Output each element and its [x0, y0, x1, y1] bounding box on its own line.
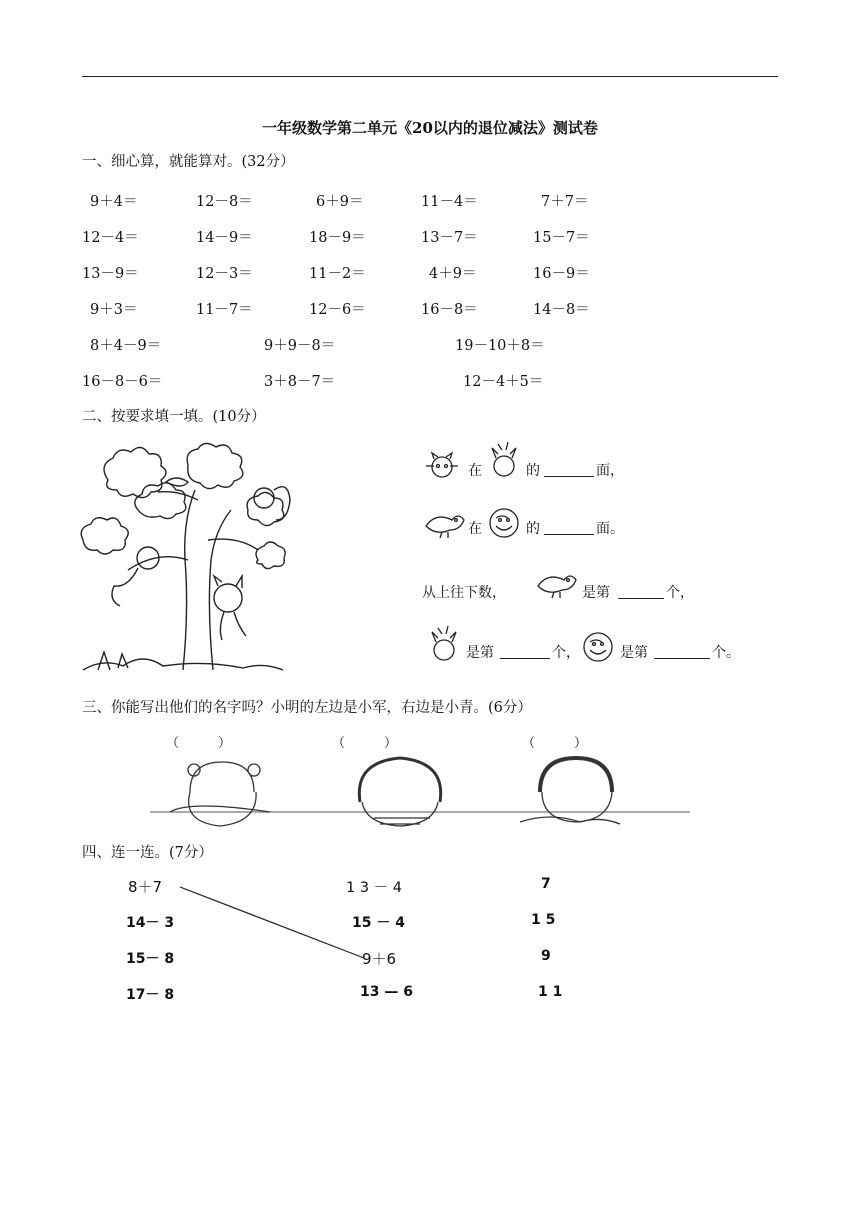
calc-item: 13－9＝ — [82, 266, 139, 282]
match-item-middle[interactable]: 9＋6 — [362, 950, 397, 968]
calc-item: 16－8＝ — [421, 302, 478, 318]
section-3-heading: 三、你能写出他们的名字吗？小明的左边是小军，右边是小青。(6分） — [82, 700, 532, 716]
calc-item: 11－2＝ — [309, 266, 366, 282]
calc-item: 15－7＝ — [533, 230, 590, 246]
calc-item: 6＋9＝ — [316, 194, 364, 210]
fill-line-1-text-b: 的 — [526, 463, 540, 479]
section-4-heading: 四、连一连。(7分） — [82, 845, 213, 861]
calc-item: 11－7＝ — [196, 302, 253, 318]
match-item-middle[interactable]: 15 － 4 — [352, 915, 405, 931]
calc-item: 19－10＋8＝ — [455, 338, 545, 354]
calc-item: 9＋3＝ — [90, 302, 138, 318]
match-item-left[interactable]: 14－ 3 — [126, 915, 175, 931]
match-item-right[interactable]: 7 — [541, 876, 551, 892]
fill-line-2-text-b: 的 — [526, 521, 540, 537]
match-item-left[interactable]: 17－ 8 — [126, 987, 175, 1003]
calc-item: 14－9＝ — [196, 230, 253, 246]
fill-line-3-text-b: 是第 — [582, 585, 610, 601]
fill-line-3-text-a: 从上往下数， — [422, 585, 506, 601]
page-title: 一年级数学第二单元《20以内的退位减法》测试卷 — [262, 119, 598, 137]
calc-item: 4＋9＝ — [429, 266, 477, 282]
match-item-left[interactable]: 15－ 8 — [126, 951, 175, 967]
calc-item: 12－8＝ — [196, 194, 253, 210]
match-item-right[interactable]: 9 — [541, 948, 551, 964]
fill-line-2-text-c: 面。 — [596, 521, 624, 537]
calc-item: 12－4＋5＝ — [463, 374, 544, 390]
calc-item: 11－4＝ — [421, 194, 478, 210]
calc-item: 9＋9－8＝ — [264, 338, 336, 354]
name-answer-box[interactable]: （ ） — [522, 736, 588, 751]
calc-item: 18－9＝ — [309, 230, 366, 246]
calc-item: 14－8＝ — [533, 302, 590, 318]
fill-line-4-text-b: 个， — [552, 645, 580, 661]
name-answer-box[interactable]: （ ） — [166, 736, 232, 751]
calc-item: 12－6＝ — [309, 302, 366, 318]
calc-item: 16－9＝ — [533, 266, 590, 282]
calc-item: 8＋4－9＝ — [90, 338, 162, 354]
calc-item: 3＋8－7＝ — [264, 374, 336, 390]
calc-item: 12－4＝ — [82, 230, 139, 246]
fill-line-4-text-c: 是第 — [620, 645, 648, 661]
fill-line-1-text-c: 面， — [596, 463, 624, 479]
calc-item: 16－8－6＝ — [82, 374, 163, 390]
match-item-right[interactable]: 1 1 — [538, 984, 563, 1000]
fill-line-3-text-c: 个， — [666, 585, 694, 601]
section-1-heading: 一、细心算，就能算对。(32分） — [82, 154, 295, 170]
match-item-middle[interactable]: 13 — 6 — [360, 984, 413, 1000]
calc-item: 12－3＝ — [196, 266, 253, 282]
calc-item: 13－7＝ — [421, 230, 478, 246]
fill-line-1-text-a: 在 — [468, 463, 482, 479]
calc-item: 9＋4＝ — [90, 194, 138, 210]
fill-line-4-text-a: 是第 — [466, 645, 494, 661]
match-item-middle[interactable]: 1 3 － 4 — [346, 880, 403, 896]
fill-line-2-text-a: 在 — [468, 521, 482, 537]
calc-item: 7＋7＝ — [541, 194, 589, 210]
match-item-right[interactable]: 1 5 — [531, 912, 556, 928]
name-answer-box[interactable]: （ ） — [332, 736, 398, 751]
fill-line-4-text-d: 个。 — [712, 645, 740, 661]
section-2-heading: 二、按要求填一填。(10分） — [82, 409, 266, 425]
match-item-left[interactable]: 8＋7 — [128, 878, 163, 896]
